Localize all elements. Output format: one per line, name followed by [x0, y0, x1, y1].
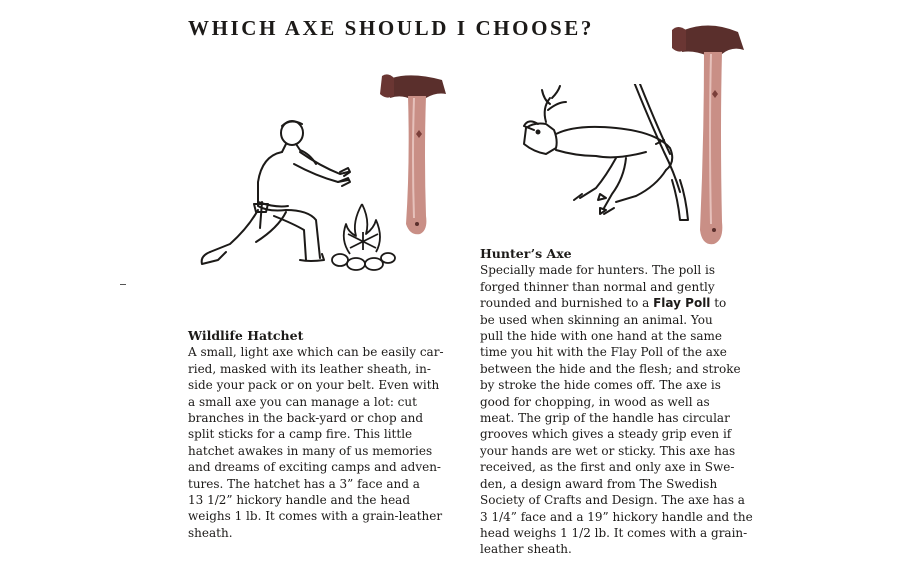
wildlife-line: side your pack or on your belt. Even with — [188, 378, 440, 393]
hunter-line: received, as the first and only axe in Swe- — [480, 460, 735, 475]
hunter-line: pull the hide with one hand at the same — [480, 329, 723, 344]
hunter-line: den, a design award from The Swedish — [480, 476, 718, 491]
page-title: WHICH AXE SHOULD I CHOOSE? — [188, 16, 594, 40]
wildlife-line: split sticks for a camp fire. This little — [188, 427, 413, 442]
wildlife-line: a small axe you can manage a lot: cut — [188, 394, 417, 409]
hunter-line: grooves which gives a steady grip even if — [480, 427, 732, 442]
hunter-line: Specially made for hunters. The poll is — [480, 263, 716, 278]
wildlife-hatchet-heading: Wildlife Hatchet — [188, 328, 304, 343]
hunter-line: by stroke the hide comes off. The axe is — [480, 378, 721, 393]
wildlife-line: weighs 1 lb. It comes with a grain-leather — [188, 509, 443, 524]
margin-mark — [120, 284, 126, 285]
wildlife-line: ried, masked with its leather sheath, in- — [188, 361, 431, 376]
wildlife-line: and dreams of exciting camps and adven- — [188, 460, 441, 475]
wildlife-line: branches in the back-yard or chop and — [188, 411, 424, 426]
hunters-axe-heading: Hunter’s Axe — [480, 246, 572, 261]
hunters-axe-image — [670, 16, 750, 248]
flay-poll-term: Flay Poll — [653, 296, 711, 311]
wildlife-hatchet-image — [380, 68, 450, 240]
hunter-line: time you hit with the Flay Poll of the axe — [480, 345, 727, 360]
wildlife-line: A small, light axe which can be easily car- — [188, 345, 444, 360]
hunter-line: meat. The grip of the handle has circular — [480, 411, 730, 426]
wildlife-line: sheath. — [188, 525, 233, 540]
hunter-line-flay-poll — [480, 295, 748, 311]
wildlife-line: 13 1/2” hickory handle and the head — [188, 493, 411, 508]
wildlife-hatchet-section — [188, 328, 456, 541]
hunter-line: good for chopping, in wood as well as — [480, 394, 710, 409]
hunter-line: leather sheath. — [480, 542, 572, 557]
hunter-line: your hands are wet or sticky. This axe has — [480, 443, 736, 458]
hunter-line: between the hide and the flesh; and stroke — [480, 361, 741, 376]
hunter-line-pre: rounded and burnished to a — [480, 296, 654, 311]
hunters-axe-section — [480, 246, 753, 558]
wildlife-line: tures. The hatchet has a 3” face and a — [188, 476, 420, 491]
hunter-line: be used when skinning an animal. You — [480, 312, 713, 327]
hunter-line-post: to — [710, 296, 727, 311]
wildlife-line: hatchet awakes in many of us memories — [188, 443, 433, 458]
hunter-line: 3 1/4” face and a 19” hickory handle and the — [480, 509, 753, 524]
hunter-line: Society of Crafts and Design. The axe has a — [480, 493, 745, 508]
hunter-line: forged thinner than normal and gently — [480, 279, 715, 294]
hunter-line: head weighs 1 1/2 lb. It comes with a grain- — [480, 525, 748, 540]
